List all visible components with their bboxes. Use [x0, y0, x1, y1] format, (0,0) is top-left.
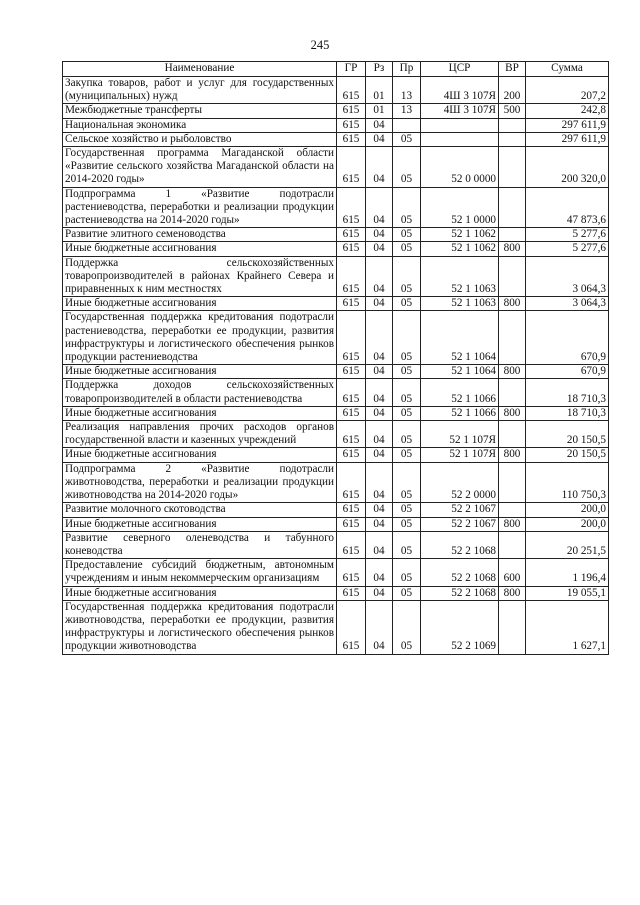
cell-sum: 1 196,4	[526, 559, 609, 586]
cell-sum: 200,0	[526, 503, 609, 517]
cell-sum: 20 150,5	[526, 421, 609, 448]
col-pr-header: Пр	[393, 62, 421, 77]
table-row	[63, 228, 609, 242]
cell-gr: 615	[337, 132, 366, 146]
cell-vr: 600	[499, 559, 526, 586]
cell-rz: 04	[366, 256, 393, 297]
cell-sum: 670,9	[526, 311, 609, 365]
cell-sum: 200 320,0	[526, 147, 609, 188]
table-row	[63, 379, 609, 406]
cell-name: Предоставление субсидий бюджетным, автономным учреждениям и иным некоммерческим организациям	[63, 559, 337, 586]
cell-rz: 04	[366, 462, 393, 503]
cell-csr: 52 2 1067	[421, 517, 499, 531]
cell-pr: 05	[393, 559, 421, 586]
cell-vr: 200	[499, 77, 526, 104]
table-row	[63, 365, 609, 379]
cell-csr	[421, 118, 499, 132]
cell-gr: 615	[337, 147, 366, 188]
cell-pr: 05	[393, 421, 421, 448]
cell-pr: 05	[393, 242, 421, 256]
table-row	[63, 406, 609, 420]
cell-vr	[499, 187, 526, 228]
cell-name: Иные бюджетные ассигнования	[63, 517, 337, 531]
cell-vr	[499, 379, 526, 406]
cell-rz: 04	[366, 448, 393, 462]
cell-name: Поддержка доходов сельскохозяйственных товаропроизводителей в области растениеводства	[63, 379, 337, 406]
cell-sum: 670,9	[526, 365, 609, 379]
cell-vr	[499, 132, 526, 146]
cell-csr: 52 2 0000	[421, 462, 499, 503]
page-number: 245	[310, 38, 330, 52]
cell-name: Развитие северного оленеводства и табунного коневодства	[63, 531, 337, 558]
cell-vr	[499, 531, 526, 558]
cell-sum: 3 064,3	[526, 297, 609, 311]
cell-pr: 13	[393, 104, 421, 118]
cell-csr: 52 1 1066	[421, 379, 499, 406]
cell-pr: 05	[393, 311, 421, 365]
cell-name: Иные бюджетные ассигнования	[63, 365, 337, 379]
cell-name: Государственная программа Магаданской области «Развитие сельского хозяйства Магаданской области на 2014-2020 годы»	[63, 147, 337, 188]
table-header	[63, 62, 609, 77]
cell-csr: 52 1 107Я	[421, 421, 499, 448]
cell-gr: 615	[337, 600, 366, 654]
cell-csr: 4Ш 3 107Я	[421, 104, 499, 118]
col-gr-header: ГР	[337, 62, 366, 77]
cell-vr: 800	[499, 365, 526, 379]
table-row	[63, 600, 609, 654]
table-row	[63, 462, 609, 503]
table-row	[63, 147, 609, 188]
cell-pr: 05	[393, 187, 421, 228]
cell-rz: 04	[366, 118, 393, 132]
cell-gr: 615	[337, 118, 366, 132]
cell-name: Закупка товаров, работ и услуг для государственных (муниципальных) нужд	[63, 77, 337, 104]
table-row	[63, 77, 609, 104]
cell-name: Иные бюджетные ассигнования	[63, 406, 337, 420]
cell-vr	[499, 462, 526, 503]
cell-sum: 5 277,6	[526, 242, 609, 256]
cell-csr: 52 1 1066	[421, 406, 499, 420]
cell-sum: 47 873,6	[526, 187, 609, 228]
cell-gr: 615	[337, 242, 366, 256]
cell-name: Реализация направления прочих расходов органов государственной власти и казенных учреждений	[63, 421, 337, 448]
cell-rz: 04	[366, 297, 393, 311]
cell-csr: 52 1 107Я	[421, 448, 499, 462]
cell-gr: 615	[337, 187, 366, 228]
table-row	[63, 448, 609, 462]
cell-vr	[499, 147, 526, 188]
table-row	[63, 421, 609, 448]
cell-gr: 615	[337, 448, 366, 462]
table-row	[63, 517, 609, 531]
cell-name: Государственная поддержка кредитования подотрасли растениеводства, переработки ее продукции, развития инфраструктуры и логистического обеспечения рынков продукции растениеводства	[63, 311, 337, 365]
cell-name: Иные бюджетные ассигнования	[63, 242, 337, 256]
cell-vr	[499, 256, 526, 297]
cell-gr: 615	[337, 462, 366, 503]
cell-csr: 52 2 1067	[421, 503, 499, 517]
table-row	[63, 104, 609, 118]
cell-vr	[499, 503, 526, 517]
cell-pr: 05	[393, 256, 421, 297]
cell-pr: 05	[393, 147, 421, 188]
cell-csr: 52 2 1068	[421, 531, 499, 558]
cell-name: Развитие элитного семеноводства	[63, 228, 337, 242]
cell-vr: 800	[499, 297, 526, 311]
col-vr-header: ВР	[499, 62, 526, 77]
cell-gr: 615	[337, 104, 366, 118]
cell-vr: 800	[499, 448, 526, 462]
cell-rz: 04	[366, 517, 393, 531]
cell-rz: 04	[366, 187, 393, 228]
cell-name: Иные бюджетные ассигнования	[63, 297, 337, 311]
table-row	[63, 311, 609, 365]
cell-sum: 3 064,3	[526, 256, 609, 297]
cell-gr: 615	[337, 311, 366, 365]
cell-sum: 110 750,3	[526, 462, 609, 503]
cell-name: Межбюджетные трансферты	[63, 104, 337, 118]
cell-sum: 18 710,3	[526, 379, 609, 406]
table-row	[63, 503, 609, 517]
cell-pr: 05	[393, 379, 421, 406]
cell-csr: 52 2 1068	[421, 586, 499, 600]
cell-name: Подпрограмма 1 «Развитие подотрасли растениеводства, переработки и реализации продукции растениеводства на 2014-2020 годы»	[63, 187, 337, 228]
cell-vr	[499, 600, 526, 654]
cell-rz: 01	[366, 104, 393, 118]
cell-csr: 52 1 1062	[421, 228, 499, 242]
cell-csr: 52 1 1064	[421, 365, 499, 379]
table-row	[63, 586, 609, 600]
cell-rz: 04	[366, 311, 393, 365]
cell-pr: 13	[393, 77, 421, 104]
cell-gr: 615	[337, 421, 366, 448]
cell-pr: 05	[393, 586, 421, 600]
cell-rz: 04	[366, 406, 393, 420]
cell-gr: 615	[337, 297, 366, 311]
budget-table	[62, 61, 609, 655]
header-row	[63, 62, 609, 77]
cell-csr: 52 1 0000	[421, 187, 499, 228]
cell-sum: 20 150,5	[526, 448, 609, 462]
cell-csr: 52 1 1062	[421, 242, 499, 256]
cell-pr: 05	[393, 531, 421, 558]
cell-name: Государственная поддержка кредитования подотрасли животноводства, переработки ее продукции, развития инфраструктуры и логистического обеспечения рынков продукции животноводства	[63, 600, 337, 654]
cell-name: Национальная экономика	[63, 118, 337, 132]
cell-vr	[499, 421, 526, 448]
cell-rz: 01	[366, 77, 393, 104]
cell-name: Иные бюджетные ассигнования	[63, 448, 337, 462]
cell-rz: 04	[366, 586, 393, 600]
cell-csr: 52 2 1069	[421, 600, 499, 654]
cell-vr: 800	[499, 586, 526, 600]
cell-sum: 18 710,3	[526, 406, 609, 420]
cell-gr: 615	[337, 559, 366, 586]
cell-vr: 800	[499, 242, 526, 256]
cell-rz: 04	[366, 242, 393, 256]
cell-vr	[499, 311, 526, 365]
cell-rz: 04	[366, 559, 393, 586]
cell-csr	[421, 132, 499, 146]
cell-vr	[499, 118, 526, 132]
cell-sum: 20 251,5	[526, 531, 609, 558]
cell-csr: 52 1 1063	[421, 297, 499, 311]
cell-rz: 04	[366, 132, 393, 146]
cell-vr: 800	[499, 406, 526, 420]
table-body	[63, 77, 609, 655]
col-sum-header: Сумма	[526, 62, 609, 77]
cell-pr: 05	[393, 228, 421, 242]
cell-gr: 615	[337, 406, 366, 420]
cell-vr	[499, 228, 526, 242]
cell-sum: 207,2	[526, 77, 609, 104]
cell-csr: 52 2 1068	[421, 559, 499, 586]
cell-pr: 05	[393, 600, 421, 654]
cell-sum: 200,0	[526, 517, 609, 531]
cell-csr: 52 1 1063	[421, 256, 499, 297]
cell-sum: 242,8	[526, 104, 609, 118]
cell-vr: 800	[499, 517, 526, 531]
cell-csr: 52 1 1064	[421, 311, 499, 365]
cell-vr: 500	[499, 104, 526, 118]
cell-rz: 04	[366, 421, 393, 448]
cell-rz: 04	[366, 147, 393, 188]
cell-pr: 05	[393, 503, 421, 517]
col-rz-header: Рз	[366, 62, 393, 77]
cell-gr: 615	[337, 503, 366, 517]
table-row	[63, 187, 609, 228]
cell-pr: 05	[393, 406, 421, 420]
col-csr-header: ЦСР	[421, 62, 499, 77]
cell-name: Поддержка сельскохозяйственных товаропроизводителей в районах Крайнего Севера и приравненных к ним местностях	[63, 256, 337, 297]
table-row	[63, 118, 609, 132]
cell-pr: 05	[393, 462, 421, 503]
table-row	[63, 559, 609, 586]
cell-gr: 615	[337, 77, 366, 104]
cell-pr: 05	[393, 297, 421, 311]
cell-rz: 04	[366, 379, 393, 406]
cell-sum: 297 611,9	[526, 132, 609, 146]
cell-gr: 615	[337, 531, 366, 558]
cell-rz: 04	[366, 600, 393, 654]
cell-gr: 615	[337, 517, 366, 531]
cell-sum: 19 055,1	[526, 586, 609, 600]
cell-sum: 5 277,6	[526, 228, 609, 242]
cell-pr: 05	[393, 365, 421, 379]
cell-name: Сельское хозяйство и рыболовство	[63, 132, 337, 146]
cell-name: Развитие молочного скотоводства	[63, 503, 337, 517]
cell-name: Иные бюджетные ассигнования	[63, 586, 337, 600]
cell-sum: 1 627,1	[526, 600, 609, 654]
cell-csr: 52 0 0000	[421, 147, 499, 188]
cell-gr: 615	[337, 379, 366, 406]
cell-pr: 05	[393, 448, 421, 462]
col-name-header: Наименование	[63, 62, 337, 77]
cell-gr: 615	[337, 256, 366, 297]
cell-gr: 615	[337, 586, 366, 600]
cell-csr: 4Ш 3 107Я	[421, 77, 499, 104]
cell-rz: 04	[366, 228, 393, 242]
cell-sum: 297 611,9	[526, 118, 609, 132]
cell-pr: 05	[393, 132, 421, 146]
cell-rz: 04	[366, 531, 393, 558]
cell-name: Подпрограмма 2 «Развитие подотрасли животноводства, переработки и реализации продукции животноводства на 2014-2020 годы»	[63, 462, 337, 503]
table-row	[63, 256, 609, 297]
table-row	[63, 242, 609, 256]
cell-rz: 04	[366, 503, 393, 517]
cell-pr: 05	[393, 517, 421, 531]
cell-gr: 615	[337, 228, 366, 242]
cell-rz: 04	[366, 365, 393, 379]
table-row	[63, 132, 609, 146]
table-row	[63, 297, 609, 311]
table-row	[63, 531, 609, 558]
cell-pr	[393, 118, 421, 132]
cell-gr: 615	[337, 365, 366, 379]
